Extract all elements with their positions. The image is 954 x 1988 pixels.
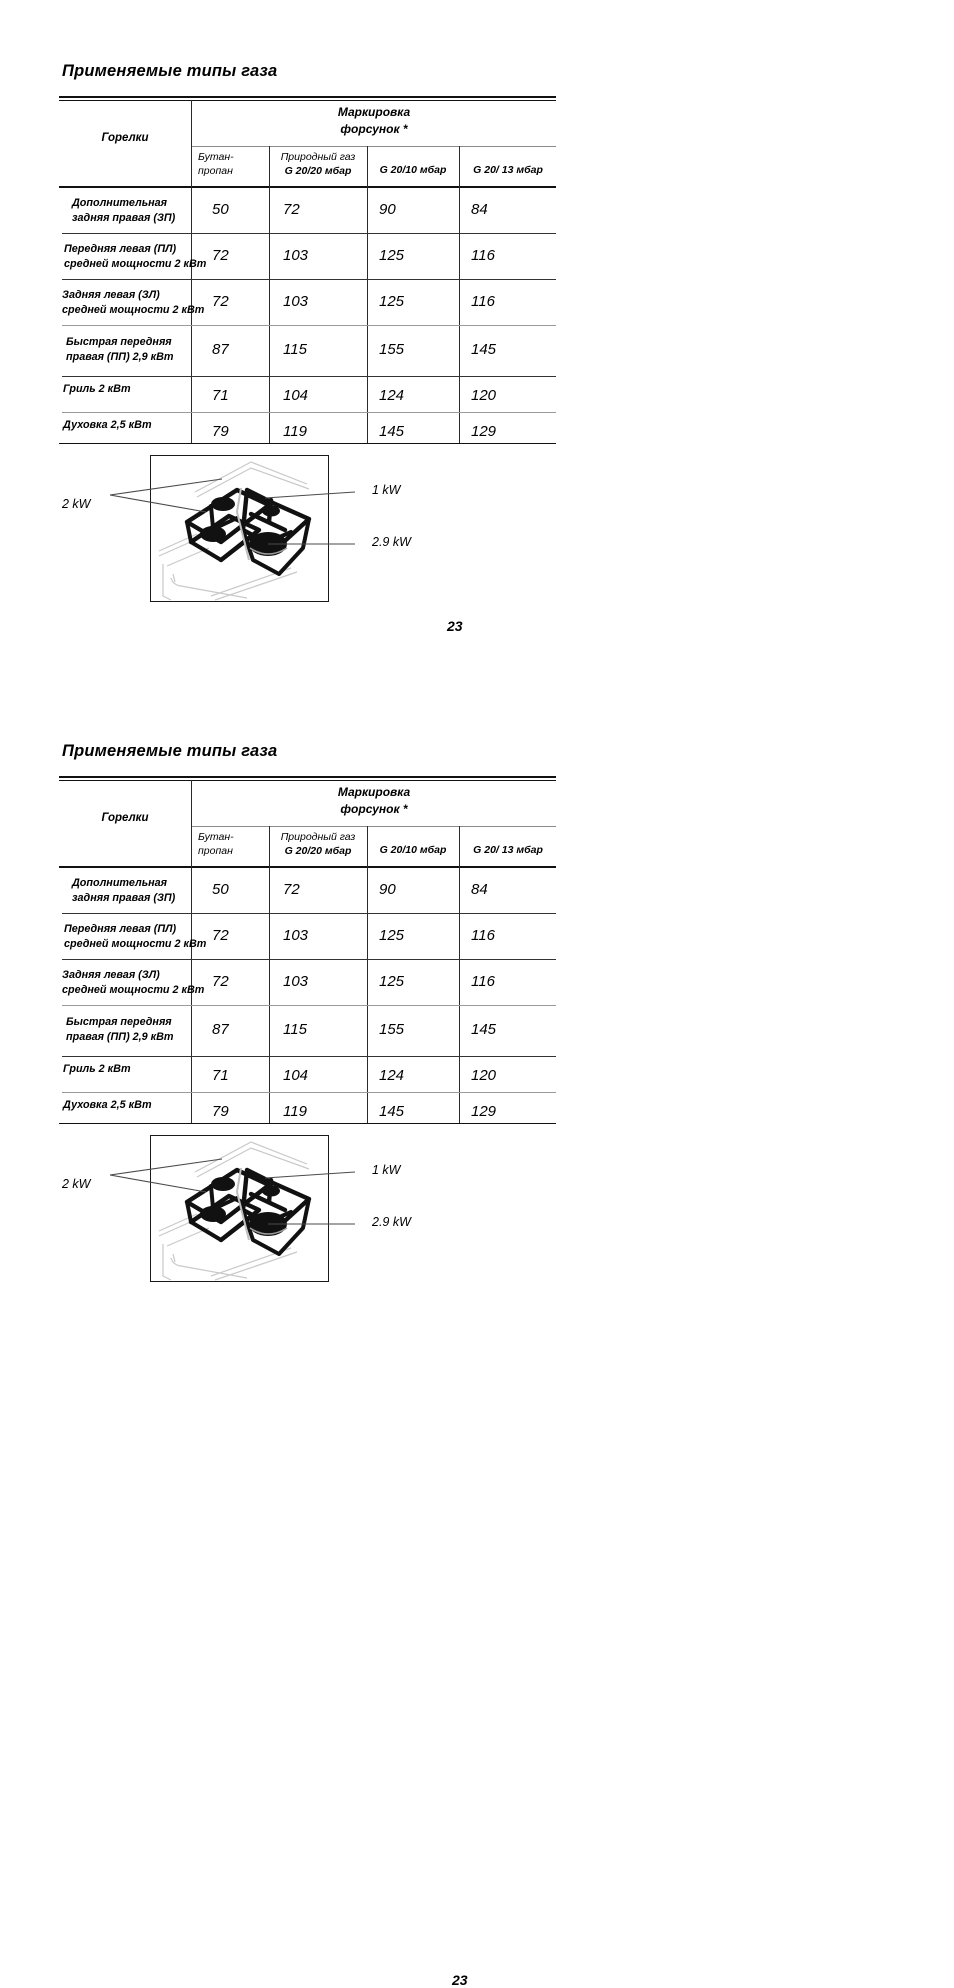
section-title-top: Применяемые типы газа xyxy=(62,62,278,80)
table-cell-value: 103 xyxy=(283,973,309,990)
table-cell-value: 115 xyxy=(283,1021,307,1038)
table-row-label: Передняя левая (ПЛ) средней мощности 2 кВт xyxy=(64,243,207,270)
table-row-divider-3 xyxy=(62,1005,556,1006)
table-cell-value: 84 xyxy=(471,201,488,218)
callout-label-29kw: 2.9 kW xyxy=(372,535,411,549)
table-row-label: Задняя левая (ЗЛ) средней мощности 2 кВт xyxy=(62,969,205,996)
table-cell-value: 145 xyxy=(471,341,497,358)
table-cell-value: 79 xyxy=(212,423,229,440)
table-row-label: Гриль 2 кВт xyxy=(63,383,131,395)
table-cell-value: 129 xyxy=(471,1103,497,1120)
table-col-divider-2 xyxy=(269,826,270,1123)
burner-cap-front-left xyxy=(200,1206,226,1222)
callout-label-2kw: 2 kW xyxy=(62,497,91,511)
table-top-rule-secondary xyxy=(59,100,556,101)
table-row-label: Дополнительная задняя правая (ЗП) xyxy=(72,877,176,904)
table-row-divider-2 xyxy=(62,959,556,960)
table-header-col-3 xyxy=(370,163,456,177)
table-row-divider-2 xyxy=(62,279,556,280)
table-row-label: Быстрая передняя правая (ПП) 2,9 кВт xyxy=(66,336,174,363)
table-cell-value: 116 xyxy=(471,973,495,990)
section-title-bottom: Применяемые типы газа xyxy=(62,742,278,760)
burner-cap-rear-left xyxy=(211,1177,235,1191)
table-cell-value: 71 xyxy=(212,387,229,404)
table-cell-value: 84 xyxy=(471,881,488,898)
table-cell-value: 50 xyxy=(212,201,229,218)
table-cell-value: 104 xyxy=(283,1067,309,1084)
table-row-label: Духовка 2,5 кВт xyxy=(63,419,152,431)
table-row-label: Духовка 2,5 кВт xyxy=(63,1099,152,1111)
table-cell-value: 125 xyxy=(379,247,405,264)
table-row-divider-1 xyxy=(62,913,556,914)
callout-label-2kw: 2 kW xyxy=(62,1177,91,1191)
table-cell-value: 145 xyxy=(379,423,405,440)
table-cell-value: 125 xyxy=(379,293,405,310)
table-cell-value: 72 xyxy=(212,247,229,264)
table-header-col-4: G 20/ 13 мбар xyxy=(473,844,543,856)
table-cell-value: 90 xyxy=(379,881,396,898)
table-cell-value: 72 xyxy=(283,881,300,898)
table-header-col-3: G 20/10 мбар xyxy=(379,844,447,856)
table-cell-value: 120 xyxy=(471,1067,497,1084)
table-cell-value: 116 xyxy=(471,927,495,944)
table-header-col-4 xyxy=(462,163,554,177)
burner-cap-rear-right xyxy=(262,1186,280,1197)
callout-label-1kw: 1 kW xyxy=(372,483,401,497)
table-row-label: Передняя левая (ПЛ) средней мощности 2 кВт xyxy=(64,923,207,950)
table-cell-value: 72 xyxy=(212,293,229,310)
page-number-top: 23 xyxy=(447,618,463,634)
table-row-divider-3 xyxy=(62,325,556,326)
table-header-burners: Горелки xyxy=(101,132,149,144)
table-cell-value: 87 xyxy=(212,341,229,358)
cooktop-illustration xyxy=(151,1136,328,1281)
table-cell-value: 155 xyxy=(379,341,405,358)
table-bottom-rule xyxy=(59,1123,556,1124)
table-row-divider-4 xyxy=(62,376,556,377)
table-cell-value: 104 xyxy=(283,387,309,404)
page-number-bottom: 23 xyxy=(452,1972,468,1988)
table-cell-value: 50 xyxy=(212,881,229,898)
table-col-divider-4 xyxy=(459,826,460,1123)
table-cell-value: 155 xyxy=(379,1021,405,1038)
burner-cap-front-right xyxy=(249,1212,287,1236)
table-header-col-2 xyxy=(272,150,364,178)
table-cell-value: 116 xyxy=(471,247,495,264)
table-cell-value: 103 xyxy=(283,247,309,264)
table-header-col-2: Природный газ G 20/20 мбар xyxy=(280,831,356,858)
table-bottom-rule xyxy=(59,443,556,444)
table-cell-value: 116 xyxy=(471,293,495,310)
table-row-label: Дополнительная задняя правая (ЗП) xyxy=(72,197,176,224)
table-cell-value: 120 xyxy=(471,387,497,404)
table-row-label: Гриль 2 кВт xyxy=(63,1063,131,1075)
table-row-divider-1 xyxy=(62,233,556,234)
table-row-divider-4 xyxy=(62,1056,556,1057)
table-header-col-1: Бутан- пропан xyxy=(198,831,234,858)
table-header-col-1-line1: Бутан- xyxy=(198,151,234,163)
cooktop-diagram xyxy=(150,455,329,602)
table-header-bottom-rule xyxy=(59,866,556,868)
table-header-col-1-line2: пропан xyxy=(198,165,233,178)
table-row-divider-5 xyxy=(62,1092,556,1093)
table-header-col-2-line1: Природный газ xyxy=(280,151,356,163)
table-cell-value: 124 xyxy=(379,1067,405,1084)
table-subheader-rule xyxy=(191,146,556,147)
table-cell-value: 71 xyxy=(212,1067,229,1084)
table-cell-value: 72 xyxy=(283,201,300,218)
table-cell-value: 124 xyxy=(379,387,405,404)
table-header-col-2-line2: G 20/20 мбар xyxy=(284,165,352,178)
table-cell-value: 125 xyxy=(379,973,405,990)
table-cell-value: 103 xyxy=(283,293,309,310)
table-cell-value: 87 xyxy=(212,1021,229,1038)
cooktop-diagram xyxy=(150,1135,329,1282)
burner-cap-rear-left xyxy=(211,497,235,511)
table-cell-value: 145 xyxy=(471,1021,497,1038)
table-row-label: Задняя левая (ЗЛ) средней мощности 2 кВт xyxy=(62,289,205,316)
table-col-divider-4 xyxy=(459,146,460,443)
burner-cap-rear-right xyxy=(262,506,280,517)
table-top-rule xyxy=(59,776,556,778)
table-top-rule-secondary xyxy=(59,780,556,781)
callout-label-1kw: 1 kW xyxy=(372,1163,401,1177)
table-top-rule xyxy=(59,96,556,98)
table-cell-value: 129 xyxy=(471,423,497,440)
table-header-marking-line1: Маркировка xyxy=(337,105,411,119)
cooktop-illustration xyxy=(151,456,328,601)
table-header-marking xyxy=(193,104,555,139)
table-row-divider-5 xyxy=(62,412,556,413)
table-row-label: Быстрая передняя правая (ПП) 2,9 кВт xyxy=(66,1016,174,1043)
table-header-col-4-line2: G 20/ 13 мбар xyxy=(473,164,543,176)
table-cell-value: 72 xyxy=(212,927,229,944)
table-cell-value: 79 xyxy=(212,1103,229,1120)
table-cell-value: 125 xyxy=(379,927,405,944)
table-cell-value: 90 xyxy=(379,201,396,218)
table-cell-value: 119 xyxy=(283,1103,307,1120)
table-cell-value: 103 xyxy=(283,927,309,944)
burner-cap-front-left xyxy=(200,526,226,542)
table-header-col-1 xyxy=(198,150,264,178)
table-cell-value: 119 xyxy=(283,423,307,440)
table-cell-value: 72 xyxy=(212,973,229,990)
table-cell-value: 115 xyxy=(283,341,307,358)
table-header-marking: Маркировка форсунок * xyxy=(337,785,411,817)
callout-label-29kw: 2.9 kW xyxy=(372,1215,411,1229)
burner-cap-front-right xyxy=(249,532,287,556)
table-col-divider-2 xyxy=(269,146,270,443)
table-header-marking-line2: форсунок * xyxy=(340,122,408,137)
table-cell-value: 145 xyxy=(379,1103,405,1120)
table-col-divider-3 xyxy=(367,826,368,1123)
table-header-burners: Горелки xyxy=(101,812,149,824)
table-subheader-rule xyxy=(191,826,556,827)
table-col-divider-3 xyxy=(367,146,368,443)
table-header-col-3-line2: G 20/10 мбар xyxy=(379,164,447,176)
table-header-bottom-rule xyxy=(59,186,556,188)
